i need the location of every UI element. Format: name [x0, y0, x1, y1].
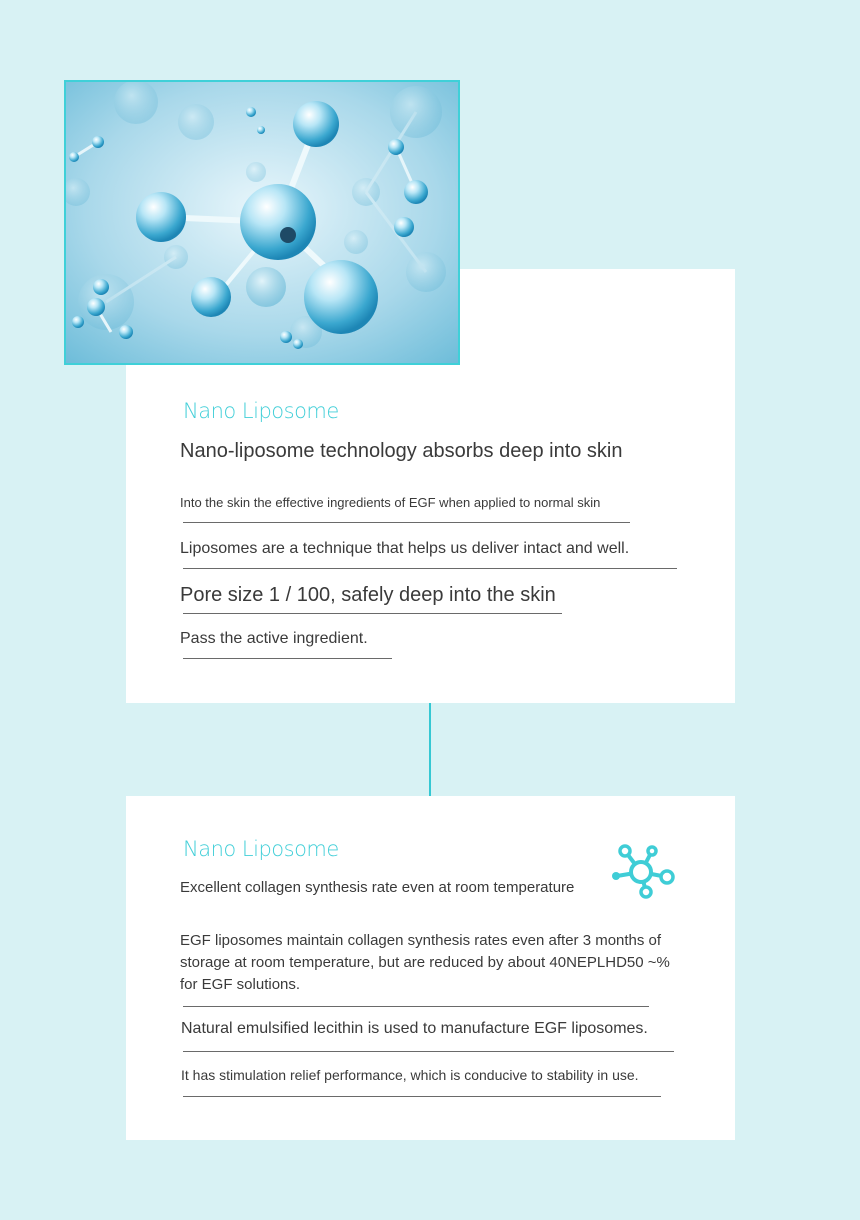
divider [183, 1051, 674, 1052]
divider [183, 1006, 649, 1007]
card1-line-2: Liposomes are a technique that helps us deliver intact and well. [180, 540, 630, 557]
molecule-illustration [66, 82, 458, 363]
card1-line-1: Into the skin the effective ingredients of EGF when applied to normal skin [180, 495, 601, 510]
divider [183, 568, 677, 569]
card2-line-2: Natural emulsified lecithin is used to manufacture EGF liposomes. [181, 1020, 648, 1037]
divider [183, 658, 392, 659]
card2-paragraph: EGF liposomes maintain collagen synthesis rates even after 3 months of storage at room temperature, but are reduced by about 40NEPLHD50 ~% for EGF solutions. [180, 932, 670, 993]
connector-line [429, 703, 431, 796]
brand-title: Nano Liposome [183, 399, 339, 423]
divider [183, 522, 630, 523]
card1-line-3: Pore size 1 / 100, safely deep into the skin [180, 584, 556, 606]
molecule-icon [608, 842, 678, 902]
card1-line-4: Pass the active ingredient. [180, 630, 368, 647]
molecule-photo [64, 80, 460, 365]
card2-line-3: It has stimulation relief performance, which is conducive to stability in use. [181, 1067, 639, 1083]
divider [183, 613, 562, 614]
divider [183, 1096, 661, 1097]
brand-title: Nano Liposome [183, 837, 339, 861]
card1-headline: Nano-liposome technology absorbs deep into skin [180, 440, 623, 462]
card2-headline: Excellent collagen synthesis rate even at room temperature [180, 879, 575, 896]
